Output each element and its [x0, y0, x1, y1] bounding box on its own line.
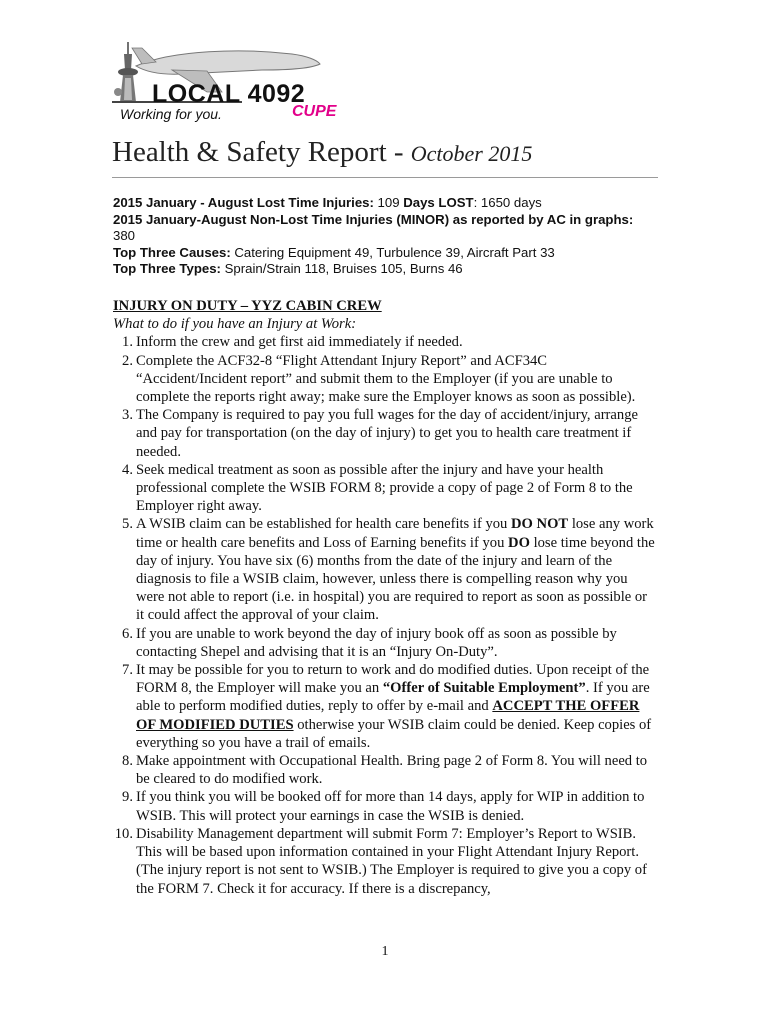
step-number: 8.: [122, 753, 133, 770]
top-types-label: Top Three Types:: [113, 261, 221, 276]
section-heading: INJURY ON DUTY – YYZ CABIN CREW: [113, 298, 382, 314]
top-causes-value: Catering Equipment 49, Turbulence 39, Aircraft Part 33: [230, 244, 555, 260]
step-text: . If you are able to perform modified duties, reply to offer by e-mail and: [136, 680, 650, 715]
list-item: [113, 825, 658, 898]
non-lost-time-value: 380: [113, 228, 136, 243]
injury-procedure-section: [113, 297, 658, 898]
step-text: Disability Management department will submit Form 7: Employer’s Report to WSIB. This will be based upon information contained in your Flight Attendant Injury Report. (The injury report is not sent to WSIB.) The Employer is required to give you a copy of the FORM 7. Check it for accuracy. If there is a discrepancy,: [136, 825, 647, 897]
non-lost-time-label: 2015 January-August Non-Lost Time Injuries (MINOR) as reported by AC in graphs:: [113, 211, 634, 227]
lost-time-label: 2015 January - August Lost Time Injuries:: [113, 195, 374, 210]
top-types-value: Sprain/Strain 118, Bruises 105, Burns 46: [220, 261, 463, 276]
page-number: 1: [381, 944, 389, 959]
step-emphasis: DO: [508, 534, 530, 551]
logo-tagline: Working for you.: [120, 106, 222, 122]
section-subheading: What to do if you have an Injury at Work:: [113, 316, 357, 333]
list-item: [113, 352, 658, 407]
step-text: Inform the crew and get first aid immediately if needed.: [136, 334, 463, 351]
procedure-steps: [113, 333, 658, 897]
page-title: [112, 136, 532, 169]
step-text: It may be possible for you to return to work and do modified duties. Upon receipt of the FORM 8, the Employer will make you an: [136, 662, 650, 697]
local-4092-logo: [112, 40, 347, 125]
step-number: 2.: [122, 352, 133, 369]
step-number: 1.: [122, 334, 133, 351]
logo-cupe-brand: CUPE: [292, 103, 337, 120]
title-date: October 2015: [410, 141, 533, 166]
step-number: 4.: [122, 461, 133, 478]
stats-line-lost-time: [113, 195, 653, 212]
step-number: 7.: [122, 662, 133, 679]
list-item: [113, 661, 658, 752]
step-text: The Company is required to pay you full wages for the day of accident/injury, arrange and pay for transportation (on the day of injury) to get you to health care treatment if needed.: [136, 407, 638, 460]
step-number: 6.: [122, 625, 133, 642]
list-item: [113, 515, 658, 624]
step-text: Seek medical treatment as soon as possible after the injury and have your health professional complete the WSIB FORM 8; provide a copy of page 2 of Form 8 to the Employer right away.: [136, 461, 633, 515]
stats-line-top-types: [113, 261, 653, 278]
step-text: Make appointment with Occupational Health. Bring page 2 of Form 8. You will need to be cleared to do modified work.: [136, 753, 648, 788]
logo-local-number: LOCAL 4092: [152, 80, 306, 108]
step-text: If you think you will be booked off for more than 14 days, apply for WIP in addition to WSIB. This will protect your earnings in case the WSIB is denied.: [136, 789, 645, 824]
step-text: lose any work time or health care benefits and Loss of Earning benefits if you: [136, 516, 654, 551]
stats-line-top-causes: [113, 245, 653, 262]
list-item: [113, 625, 658, 661]
title-divider: [112, 177, 658, 178]
step-emphasis: “Offer of Suitable Employment”: [382, 680, 586, 697]
step-text: lose time beyond the day of injury. You have six (6) months from the date of the injury and learn of the diagnosis to file a WSIB claim, however, unless there is compelling reason why you were not able to report (i.e. in hospital) you are required to report as soon as possible or it could affect the approval of your claim.: [136, 534, 655, 624]
step-number: 3.: [122, 407, 133, 424]
list-item: [113, 406, 658, 461]
step-text: Complete the ACF32-8 “Flight Attendant Injury Report” and ACF34C “Accident/Incident report” and submit them to the Employer (if you are unable to complete the reports right away; make sure the Employer knows as soon as possible).: [136, 352, 636, 406]
stats-line-non-lost-time: [113, 212, 653, 245]
step-text: A WSIB claim can be established for health care benefits if you: [136, 516, 511, 533]
days-lost-label: Days LOST: [403, 195, 474, 210]
step-text: otherwise your WSIB claim could be denied. Keep copies of everything so you have a trail of emails.: [136, 716, 652, 751]
step-text: If you are unable to work beyond the day of injury book off as soon as possible by contacting Shepel and advising that it is an “Injury On-Duty”.: [136, 625, 617, 660]
step-emphasis: DO NOT: [511, 516, 569, 533]
title-text: Health & Safety Report -: [112, 136, 411, 168]
days-lost-value: : 1650 days: [473, 195, 542, 210]
step-number: 9.: [122, 789, 133, 806]
lost-time-value: 109: [373, 195, 404, 210]
step-number: 5.: [122, 516, 133, 533]
injury-statistics: [113, 195, 653, 278]
top-causes-label: Top Three Causes:: [113, 244, 231, 260]
list-item: [113, 752, 658, 788]
step-emphasis-underlined: ACCEPT THE OFFER OF MODIFIED DUTIES: [136, 698, 640, 733]
list-item: [113, 788, 658, 824]
list-item: [113, 333, 658, 351]
step-number: 10.: [114, 825, 133, 842]
list-item: [113, 461, 658, 516]
